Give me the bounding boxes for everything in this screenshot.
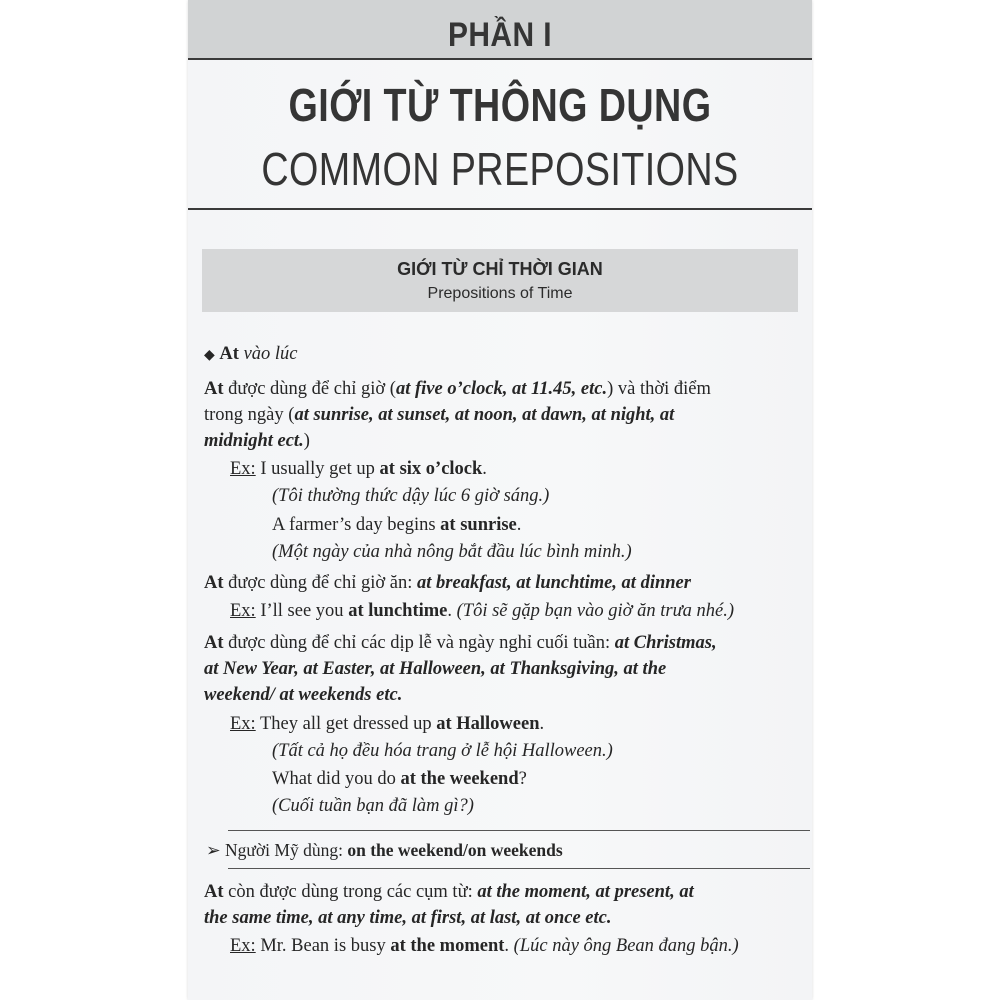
translation: (Tất cả họ đều hóa trang ở lễ hội Halloween.) [272, 741, 613, 761]
examples: at breakfast, at lunchtime, at dinner [417, 573, 691, 593]
paragraph-line [204, 574, 691, 593]
keyword: At [204, 633, 224, 653]
translation: (Cuối tuần bạn đã làm gì?) [272, 796, 474, 816]
examples: at Christmas, [614, 633, 717, 653]
text: . [516, 515, 522, 535]
examples: at five o’clock, at 11.45, etc. [395, 379, 608, 399]
highlight: at the weekend [400, 769, 519, 789]
text: They all get dressed up [255, 714, 437, 734]
keyword: At [204, 379, 224, 399]
text: còn được dùng trong các cụm từ: [223, 882, 478, 902]
text: A farmer’s day begins [272, 515, 441, 535]
text: được dùng để chỉ các dịp lễ và ngày nghỉ cuối tuần: [223, 633, 615, 653]
examples: at New Year, at Easter, at Halloween, at Thanksgiving, at the [204, 659, 667, 679]
ex-label: Ex: [230, 936, 256, 956]
text: ) [303, 431, 310, 451]
translation-line [272, 487, 549, 506]
text: Mr. Bean is busy [255, 936, 391, 956]
example-line [272, 770, 527, 789]
highlight: at six o’clock [379, 459, 483, 479]
section-band [202, 249, 798, 312]
translation: (Lúc này ông Bean đang bận.) [513, 936, 739, 956]
main-title-vi: GIỚI TỪ THÔNG DỤNG [288, 79, 712, 131]
examples: midnight ect. [204, 431, 304, 451]
paragraph-line [204, 686, 402, 705]
paragraph-line [204, 406, 674, 425]
paragraph-line [204, 380, 711, 399]
translation-line [272, 742, 613, 761]
title-divider [188, 208, 812, 210]
entry-heading [204, 345, 298, 364]
section-title-vi: GIỚI TỪ CHỈ THỜI GIAN [397, 259, 603, 279]
keyword: At [204, 882, 224, 902]
paragraph-line [204, 660, 666, 679]
examples: at the moment, at present, at [477, 882, 694, 902]
ex-label: Ex: [230, 601, 256, 621]
example-line [272, 516, 521, 535]
ex-label: Ex: [230, 714, 256, 734]
main-title-en: COMMON PREPOSITIONS [261, 143, 739, 195]
text: What did you do [272, 769, 401, 789]
section-title-en: Prepositions of Time [427, 285, 573, 302]
paragraph-line [204, 634, 717, 653]
keyword: At [204, 573, 224, 593]
text: Người Mỹ dùng: [220, 840, 348, 860]
heading-meaning: vào lúc [238, 344, 298, 364]
text: được dùng để chỉ giờ ăn: [223, 573, 418, 593]
paragraph-line [204, 432, 310, 451]
text: ? [518, 769, 527, 789]
translation: (Một ngày của nhà nông bắt đầu lúc bình minh.) [272, 542, 632, 562]
text: I’ll see you [255, 601, 349, 621]
examples: the same time, at any time, at first, at last, at once etc. [204, 908, 612, 928]
text: . [482, 459, 487, 479]
highlight: on the weekend/on weekends [347, 840, 563, 860]
text: . [447, 601, 457, 621]
text: I usually get up [255, 459, 380, 479]
highlight: at the moment [390, 936, 505, 956]
highlight: at Halloween [436, 714, 540, 734]
text: ) và thời điểm [607, 379, 711, 399]
note-top-rule [228, 830, 810, 831]
text: . [504, 936, 514, 956]
text: được dùng để chỉ giờ ( [223, 379, 396, 399]
translation-line [272, 543, 632, 562]
header-band [188, 0, 812, 60]
examples: at sunrise, at sunset, at noon, at dawn, at night, at [294, 405, 675, 425]
highlight: at sunrise [440, 515, 517, 535]
text: . [539, 714, 545, 734]
part-title: PHẦN I [447, 16, 553, 54]
examples: weekend/ at weekends etc. [204, 685, 403, 705]
diamond-bullet-icon: ◆ [204, 348, 215, 363]
heading-word: At [219, 344, 239, 364]
ex-label: Ex: [230, 459, 256, 479]
example-line [230, 460, 487, 479]
translation-line [272, 797, 474, 816]
translation: (Tôi sẽ gặp bạn vào giờ ăn trưa nhé.) [456, 601, 735, 621]
example-line [230, 715, 544, 734]
highlight: at lunchtime [348, 601, 448, 621]
note-line [206, 842, 563, 860]
paragraph-line [204, 909, 611, 928]
translation: (Tôi thường thức dậy lúc 6 giờ sáng.) [272, 486, 550, 506]
paragraph-line [204, 883, 694, 902]
book-page [188, 0, 812, 1000]
arrow-bullet-icon: ➢ [206, 840, 221, 860]
example-line [230, 937, 739, 956]
example-line [230, 602, 734, 621]
note-bottom-rule [228, 868, 810, 869]
text: trong ngày ( [204, 405, 295, 425]
